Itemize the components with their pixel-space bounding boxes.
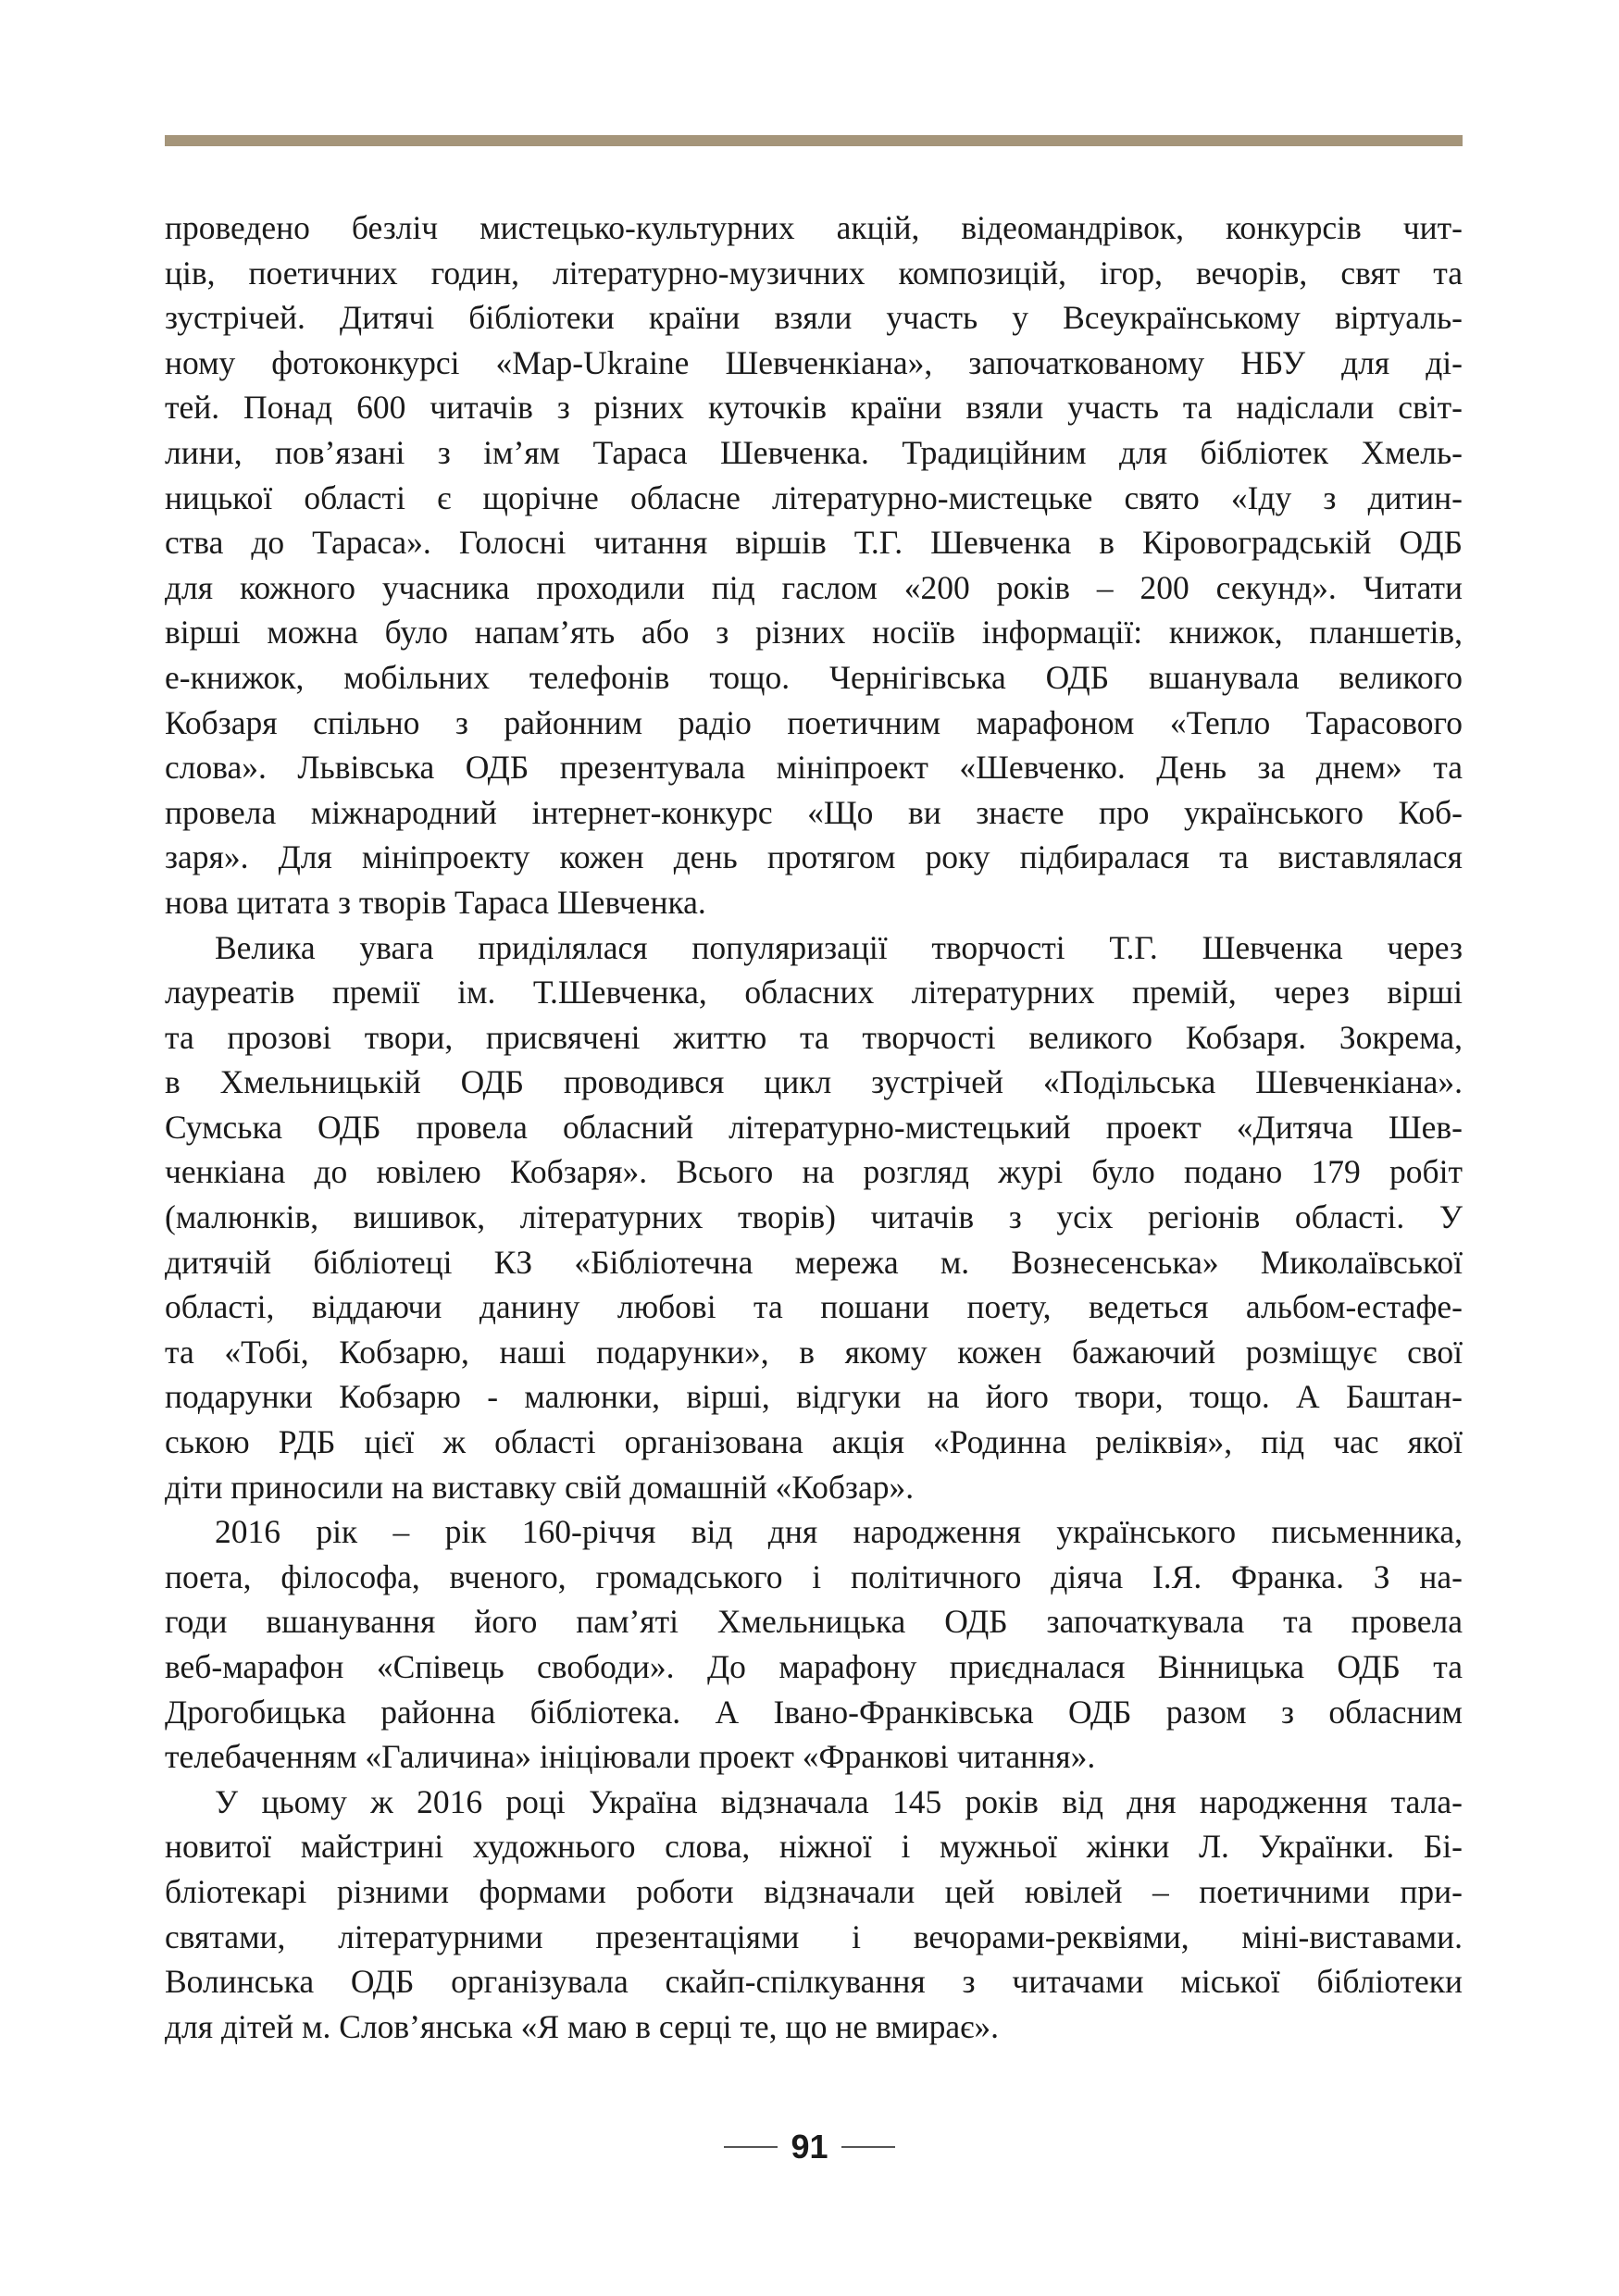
text-line: бліотекарі різними формами роботи відзначали цей ювілей – поетичними при- bbox=[165, 1872, 1463, 1910]
text-line: провела міжнародний інтернет-конкурс «Що ви знаєте про українського Коб- bbox=[165, 793, 1463, 831]
text-line: (малюнків, вишивок, літературних творів) читачів з усіх регіонів області. У bbox=[165, 1198, 1463, 1236]
text-line: області, віддаючи данину любові та пошани поету, ведеться альбом-естафе- bbox=[165, 1288, 1463, 1326]
header-rule bbox=[165, 135, 1463, 146]
text-line: новитої майстрині художнього слова, ніжної і мужньої жінки Л. Українки. Бі- bbox=[165, 1828, 1463, 1866]
text-line: лауреатів премії ім. Т.Шевченка, обласних літературних премій, через вірші bbox=[165, 974, 1463, 1011]
text-line: вірші можна було напам’ять або з різних носіїв інформації: книжок, планшетів, bbox=[165, 614, 1463, 652]
text-line: в Хмельницькій ОДБ проводився цикл зустрічей «Подільська Шевченкіана». bbox=[165, 1063, 1463, 1101]
text-line: проведено безліч мистецько-культурних акцій, відеомандрівок, конкурсів чит- bbox=[165, 209, 1463, 246]
text-line: нова цитата з творів Тараса Шевченка. bbox=[165, 883, 706, 921]
text-line: Сумська ОДБ провела обласний літературно-мистецький проект «Дитяча Шев- bbox=[165, 1108, 1463, 1146]
text-line: та «Тобі, Кобзарю, наші подарунки», в якому кожен бажаючий розміщує свої bbox=[165, 1333, 1463, 1371]
text-line: поета, філософа, вченого, громадського і політичного діяча І.Я. Франка. З на- bbox=[165, 1558, 1463, 1595]
text-line: для дітей м. Слов’янська «Я маю в серці те, що не вмирає». bbox=[165, 2007, 999, 2045]
paragraph bbox=[165, 1780, 1463, 2050]
text-line: та прозові твори, присвячені життю та творчості великого Кобзаря. Зокрема, bbox=[165, 1018, 1463, 1056]
text-line: е-книжок, мобільних телефонів тощо. Чернігівська ОДБ вшанувала великого bbox=[165, 658, 1463, 696]
text-line: ською РДБ цієї ж області організована акція «Родинна реліквія», під час якої bbox=[165, 1423, 1463, 1461]
text-line: телебаченням «Галичина» ініціювали проект «Франкові читання». bbox=[165, 1738, 1096, 1776]
text-line: У цьому ж 2016 році Україна відзначала 145 років від дня народження тала- bbox=[215, 1782, 1463, 1820]
text-line: 2016 рік – рік 160-річчя від дня народження українського письменника, bbox=[215, 1513, 1463, 1551]
text-line: ному фотоконкурсі «Map-Ukraine Шевченкіана», започаткованому НБУ для ді- bbox=[165, 343, 1463, 381]
text-line: Дрогобицька районна бібліотека. А Івано-Франківська ОДБ разом з обласним bbox=[165, 1693, 1463, 1731]
text-line: діти приносили на виставку свій домашній «Кобзар». bbox=[165, 1468, 915, 1506]
text-line: тей. Понад 600 читачів з різних куточків країни взяли участь та надіслали світ- bbox=[165, 389, 1463, 427]
text-line: ців, поетичних годин, літературно-музичних композицій, ігор, вечорів, свят та bbox=[165, 254, 1463, 292]
text-line: годи вшанування його пам’яті Хмельницька ОДБ започаткувала та провела bbox=[165, 1603, 1463, 1641]
body-text bbox=[165, 205, 1463, 2049]
paragraph bbox=[165, 1509, 1463, 1780]
text-line: ченкіана до ювілею Кобзаря». Всього на розгляд журі було подано 179 робіт bbox=[165, 1153, 1463, 1191]
page-number: 91 bbox=[791, 2128, 828, 2166]
text-line: святами, літературними презентаціями і вечорами-реквіями, міні-виставами. bbox=[165, 1917, 1463, 1955]
footer-right-dash bbox=[841, 2146, 895, 2148]
text-line: для кожного учасника проходили під гаслом «200 років – 200 секунд». Читати bbox=[165, 568, 1463, 606]
text-line: зустрічей. Дитячі бібліотеки країни взяли участь у Всеукраїнському віртуаль- bbox=[165, 299, 1463, 337]
text-line: заря». Для мініпроекту кожен день протягом року підбиралася та виставлялася bbox=[165, 838, 1463, 876]
paragraph bbox=[165, 205, 1463, 925]
text-line: дитячій бібліотеці КЗ «Бібліотечна мережа м. Вознесенська» Миколаївської bbox=[165, 1243, 1463, 1281]
text-line: слова». Львівська ОДБ презентувала мініпроект «Шевченко. День за днем» та bbox=[165, 749, 1463, 787]
text-line: Кобзаря спільно з районним радіо поетичним марафоном «Тепло Тарасового bbox=[165, 703, 1463, 741]
footer-left-dash bbox=[724, 2146, 778, 2148]
text-line: веб-марафон «Співець свободи». До марафону приєдналася Вінницька ОДБ та bbox=[165, 1648, 1463, 1685]
paragraph bbox=[165, 925, 1463, 1510]
text-line: Велика увага приділялася популяризації творчості Т.Г. Шевченка через bbox=[215, 928, 1463, 966]
text-line: ницької області є щорічне обласне літературно-мистецьке свято «Іду з дитин- bbox=[165, 478, 1463, 516]
text-line: подарунки Кобзарю - малюнки, вірші, відгуки на його твори, тощо. А Баштан- bbox=[165, 1378, 1463, 1416]
text-line: ства до Тараса». Голосні читання віршів Т.Г. Шевченка в Кіровоградській ОДБ bbox=[165, 524, 1463, 562]
text-line: Волинська ОДБ організувала скайп-спілкування з читачами міської бібліотеки bbox=[165, 1963, 1463, 2001]
text-line: лини, пов’язані з ім’ям Тараса Шевченка. Традиційним для бібліотек Хмель- bbox=[165, 433, 1463, 471]
page-footer bbox=[0, 2127, 1619, 2167]
